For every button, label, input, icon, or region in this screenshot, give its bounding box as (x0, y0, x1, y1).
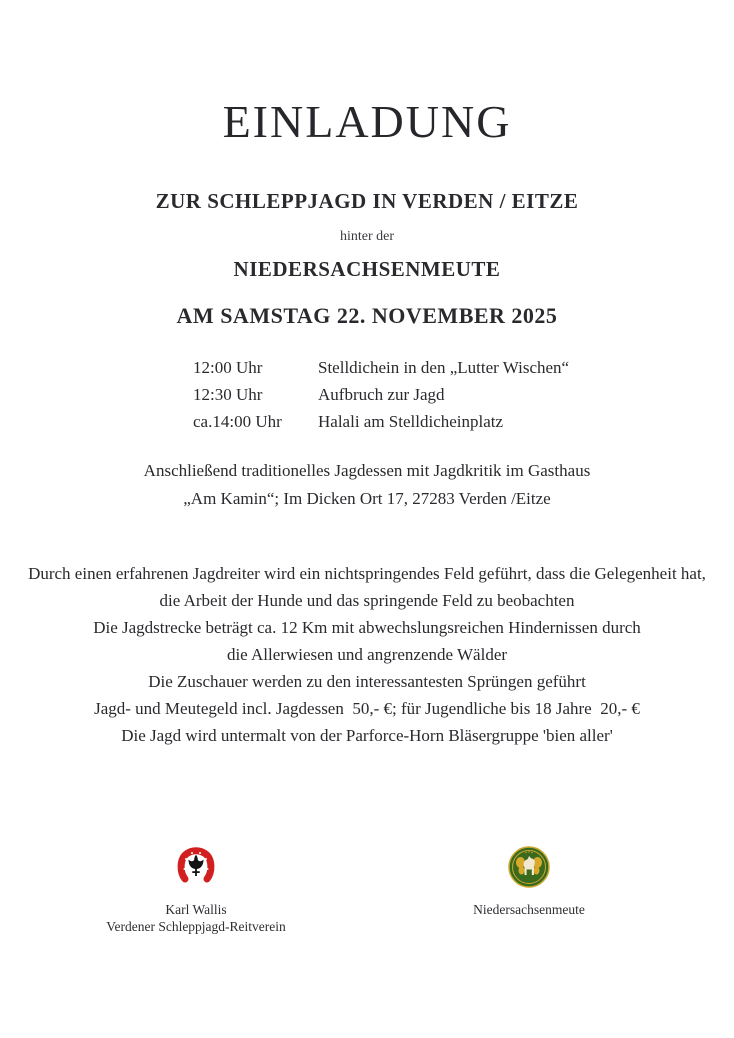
schedule-row (193, 381, 734, 408)
right-signature-block (399, 845, 659, 918)
detail-line: Die Jagdstrecke beträgt ca. 12 Km mit abwechslungsreichen Hindernissen durch (93, 617, 641, 637)
signer-name: Karl Wallis (165, 902, 227, 917)
club-name: Verdener Schleppjagd-Reitverein (106, 919, 286, 934)
left-signature-caption (66, 901, 326, 935)
detail-line: die Arbeit der Hunde und das springende Feld zu beobachten (159, 590, 575, 610)
details (0, 560, 734, 749)
schedule (193, 354, 734, 435)
event-date: AM SAMSTAG 22. NOVEMBER 2025 (176, 302, 558, 328)
detail-line: Jagd- und Meutegeld incl. Jagdessen 50,- €; für Jugendliche bis 18 Jahre 20,- € (94, 698, 640, 718)
pack-caption: Niedersachsenmeute (473, 902, 585, 917)
detail-line: die Allerwiesen und angrenzende Wälder (226, 644, 508, 664)
behind-text: hinter der (339, 228, 395, 244)
schedule-row (193, 354, 734, 381)
pack-name: NIEDERSACHSENMEUTE (233, 256, 501, 281)
schedule-time: 12:30 Uhr (193, 384, 263, 404)
invitation-subtitle: ZUR SCHLEPPJAGD IN VERDEN / EITZE (155, 188, 579, 213)
dinner-line: Anschließend traditionelles Jagdessen mit Jagdkritik im Gasthaus (143, 460, 591, 480)
left-signature-block (66, 845, 326, 935)
schedule-event: Stelldichein in den „Lutter Wischen“ (318, 357, 570, 377)
schedule-event: Halali am Stelldicheinplatz (318, 411, 504, 431)
verdener-schleppjagd-reitverein-logo (66, 845, 326, 893)
dinner-line: „Am Kamin“; Im Dicken Ort 17, 27283 Verden /Eitze (183, 488, 551, 508)
detail-line: Die Zuschauer werden zu den interessantesten Sprüngen geführt (148, 671, 586, 691)
schedule-event: Aufbruch zur Jagd (318, 384, 445, 404)
invitation-title: EINLADUNG (222, 96, 512, 147)
schedule-time: ca.14:00 Uhr (193, 411, 282, 431)
right-signature-caption (399, 901, 659, 918)
dinner-info (0, 457, 734, 513)
schedule-row (193, 408, 734, 435)
detail-line: Die Jagd wird untermalt von der Parforce-Horn Bläsergruppe 'bien aller' (121, 725, 613, 745)
detail-line: Durch einen erfahrenen Jagdreiter wird ein nichtspringendes Feld geführt, dass die Gelegenheit hat, (28, 563, 706, 583)
footer (0, 845, 734, 965)
niedersachsenmeute-logo (399, 845, 659, 893)
schedule-time: 12:00 Uhr (193, 357, 263, 377)
